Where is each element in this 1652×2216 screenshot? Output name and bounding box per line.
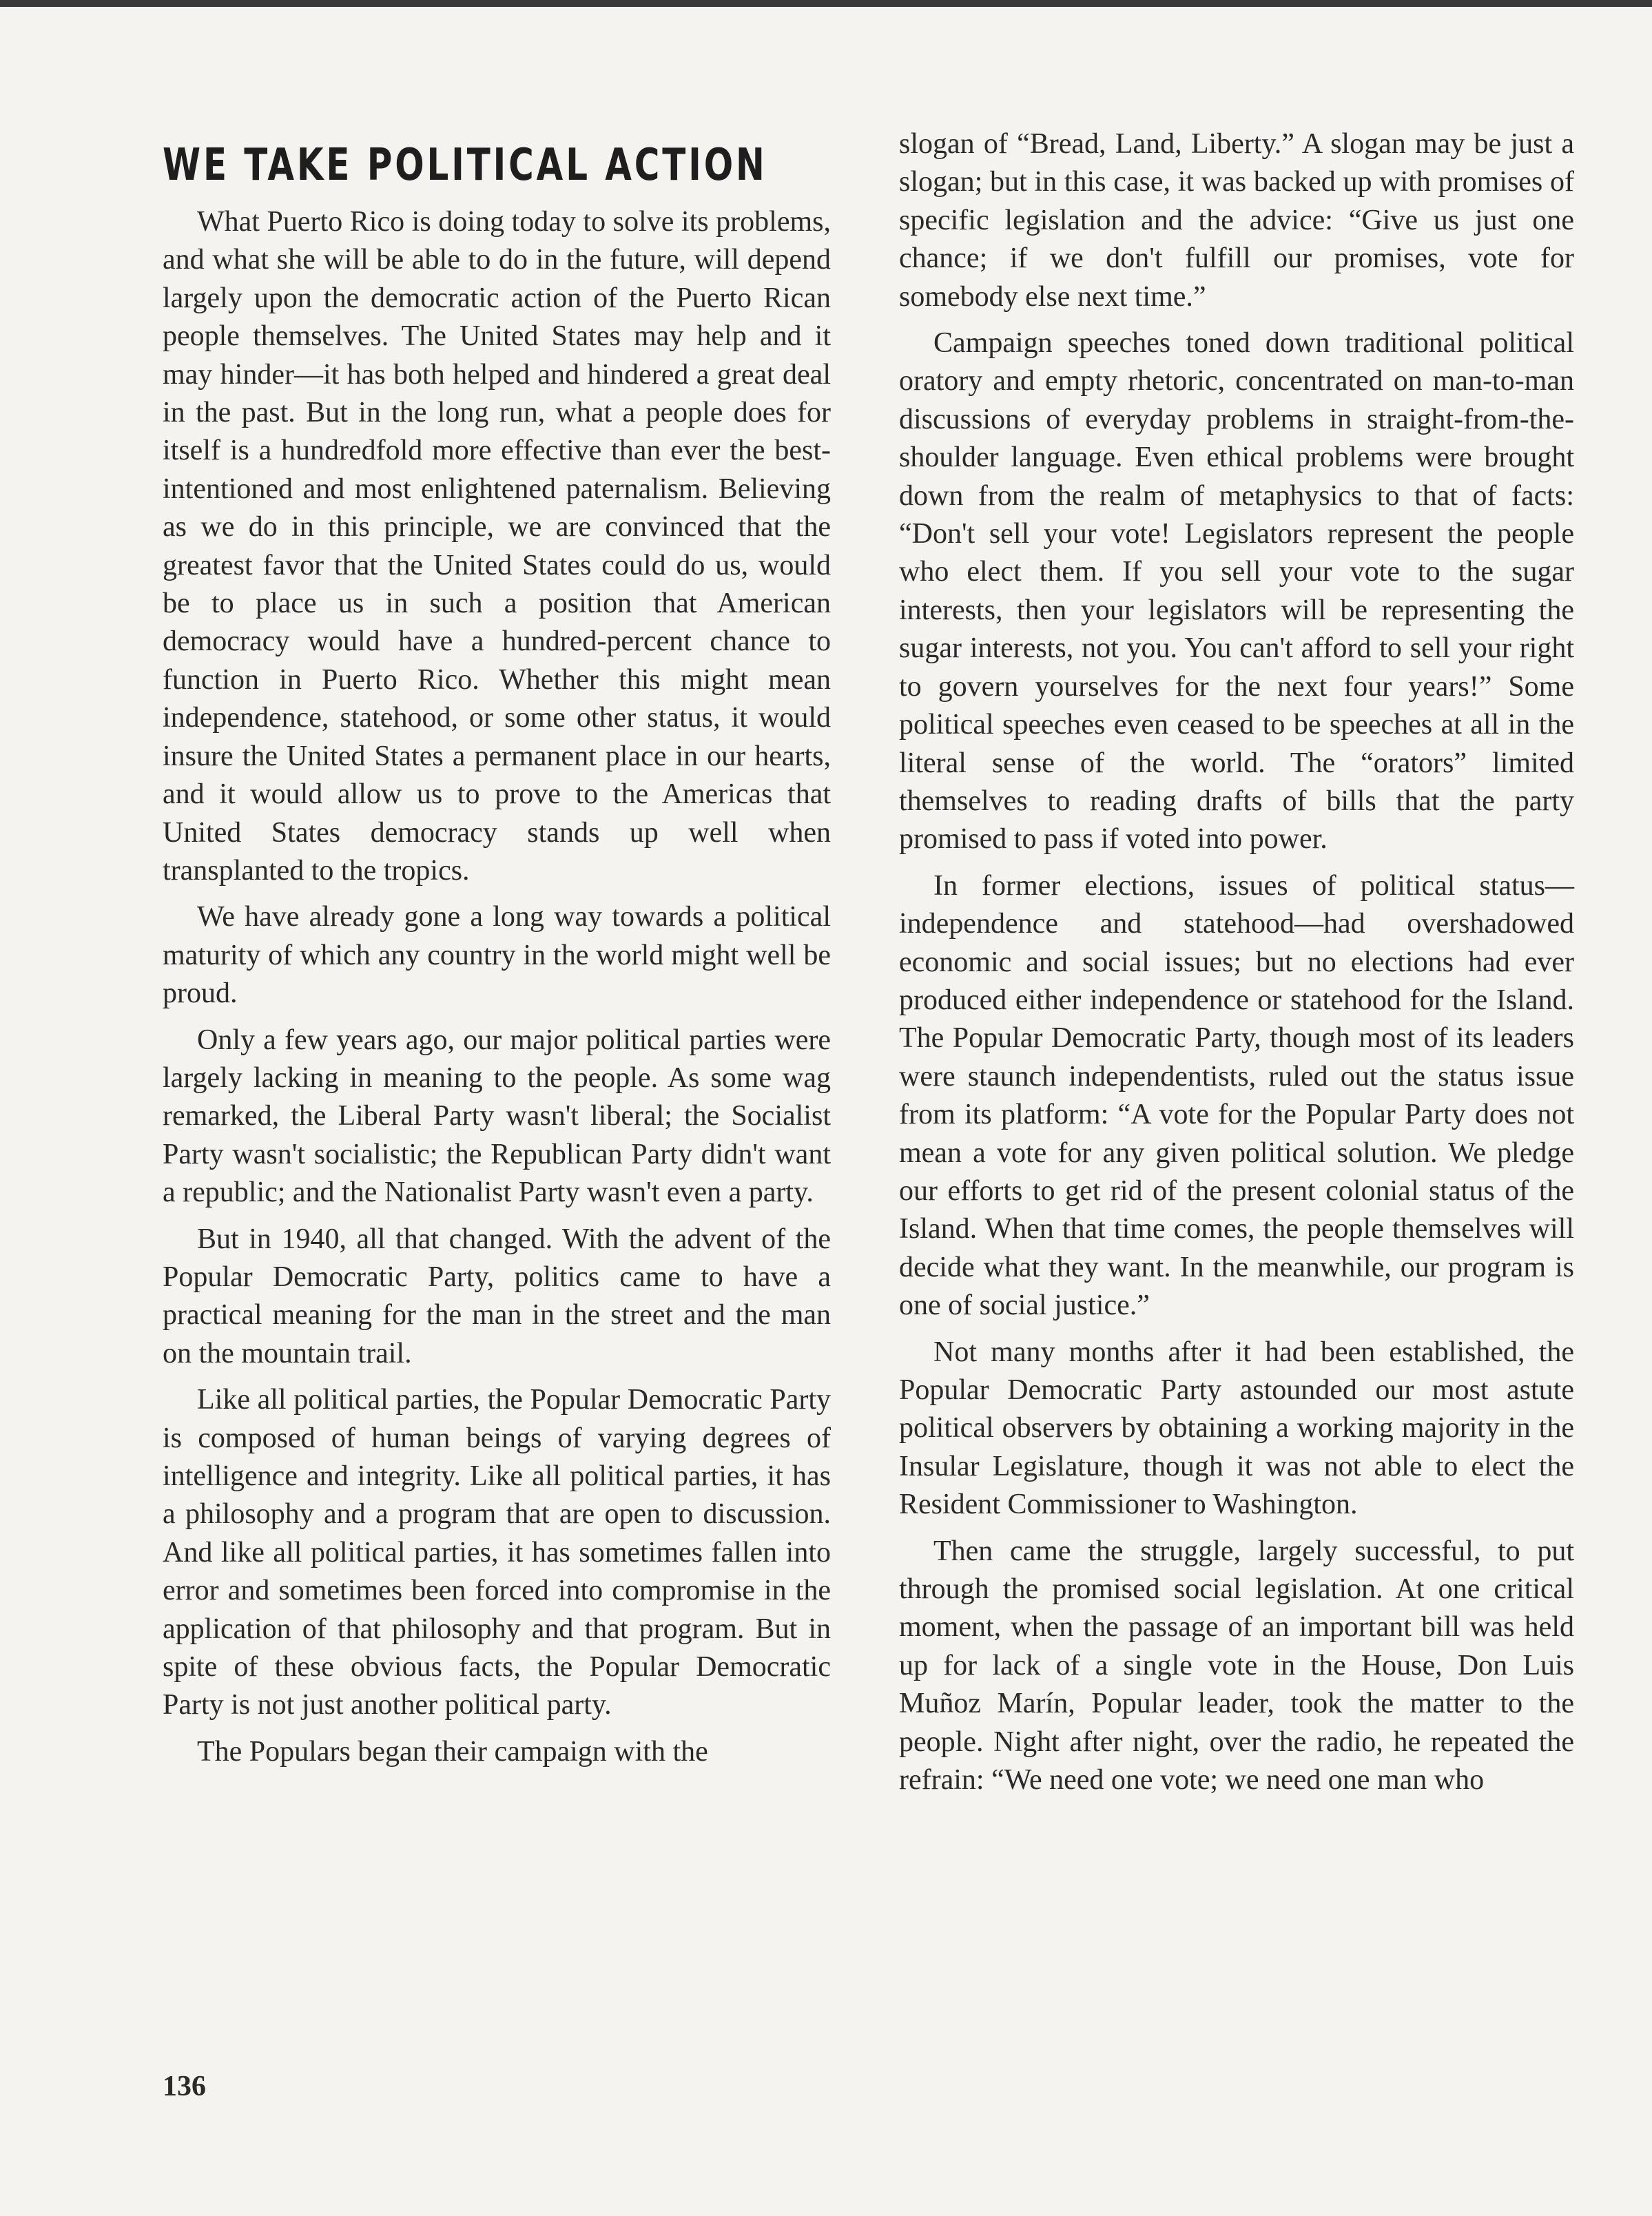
right-column bbox=[899, 125, 1574, 1808]
page-number: 136 bbox=[163, 2071, 206, 2102]
paragraph: Only a few years ago, our major political parties were largely lacking in meaning to the people. As some wag remarked, the Liberal Party wasn't liberal; the Socialist Party wasn't socialistic; the Republican Party didn't want a republic; and the Nationalist Party wasn't even a party. bbox=[163, 1024, 831, 1209]
paragraph: In former elections, issues of political status—independence and statehood—had overshadowed economic and social issues; but no elections had ever produced either independence or statehood for the Island. The Popular Democratic Party, though most of its leaders were staunch independentists, ruled out the status issue from its platform: “A vote for the Popular Party does not mean a vote for any given political solution. We pledge our efforts to get rid of the present colonial status of the Island. When that time comes, the people themselves will decide what they want. In the meanwhile, our program is one of social justice.” bbox=[899, 869, 1574, 1322]
top-edge-line bbox=[0, 0, 1652, 7]
paragraph: What Puerto Rico is doing today to solve its problems, and what she will be able to do in the future, will depend largely upon the democratic action of the Puerto Rican people themselves. The United States may help and it may hinder—it has both helped and hindered a great deal in the past. But in the long run, what a people does for itself is a hundredfold more effective than ever the best-intentioned and most enlightened paternalism. Believing as we do in this principle, we are convinced that the greatest favor that the United States could do us, would be to place us in such a position that American democracy would have a hundred-percent chance to function in Puerto Rico. Whether this might mean independence, statehood, or some other status, it would insure the United States a permanent place in our hearts, and it would allow us to prove to the Americas that United States democracy stands up well when transplanted to the tropics. bbox=[163, 206, 831, 887]
paragraph: The Populars began their campaign with the bbox=[197, 1735, 708, 1768]
paragraph: We have already gone a long way towards a political maturity of which any country in the world might well be proud. bbox=[163, 901, 831, 1010]
paragraph: Like all political parties, the Popular Democratic Party is composed of human beings of varying degrees of intelligence and integrity. Like all political parties, it has a philosophy and a program that are open to discussion. And like all political parties, it has sometimes fallen into error and sometimes been forced into compromise in the application of that philosophy and that program. But in spite of these obvious facts, the Popular Democratic Party is not just another political party. bbox=[163, 1384, 831, 1721]
paragraph: Campaign speeches toned down traditional political oratory and empty rhetoric, concentrated on man-to-man discussions of everyday problems in straight-from-the-shoulder language. Even ethical problems were brought down from the realm of metaphysics to that of facts: “Don't sell your vote! Legislators represent the people who elect them. If you sell your vote to the sugar interests, then your legislators will be representing the sugar interests, not you. You can't afford to sell your right to govern yourselves for the next four years!” Some political speeches even ceased to be speeches at all in the literal sense of the world. The “orators” limited themselves to reading drafts of bills that the party promised to pass if voted into power. bbox=[899, 327, 1574, 856]
left-column bbox=[163, 124, 831, 1779]
paragraph: But in 1940, all that changed. With the advent of the Popular Democratic Party, politics came to have a practical meaning for the man in the street and the man on the mountain trail. bbox=[163, 1223, 831, 1369]
page-heading: WE TAKE POLITICAL ACTION bbox=[163, 140, 767, 191]
paragraph: Not many months after it had been established, the Popular Democratic Party astounded our most astute political observers by obtaining a working majority in the Insular Legislature, though it was not able to elect the Resident Commissioner to Washington. bbox=[899, 1336, 1574, 1521]
paragraph: Then came the struggle, largely successful, to put through the promised social legislation. At one critical moment, when the passage of an important bill was held up for lack of a single vote in the House, Don Luis Muñoz Marín, Popular leader, took the matter to the people. Night after night, over the radio, he repeated the refrain: “We need one vote; we need one man who bbox=[899, 1535, 1574, 1796]
paragraph: slogan of “Bread, Land, Liberty.” A slogan may be just a slogan; but in this case, it was backed up with promises of specific legislation and the advice: “Give us just one chance; if we don't fulfill our promises, vote for somebody else next time.” bbox=[899, 128, 1574, 313]
